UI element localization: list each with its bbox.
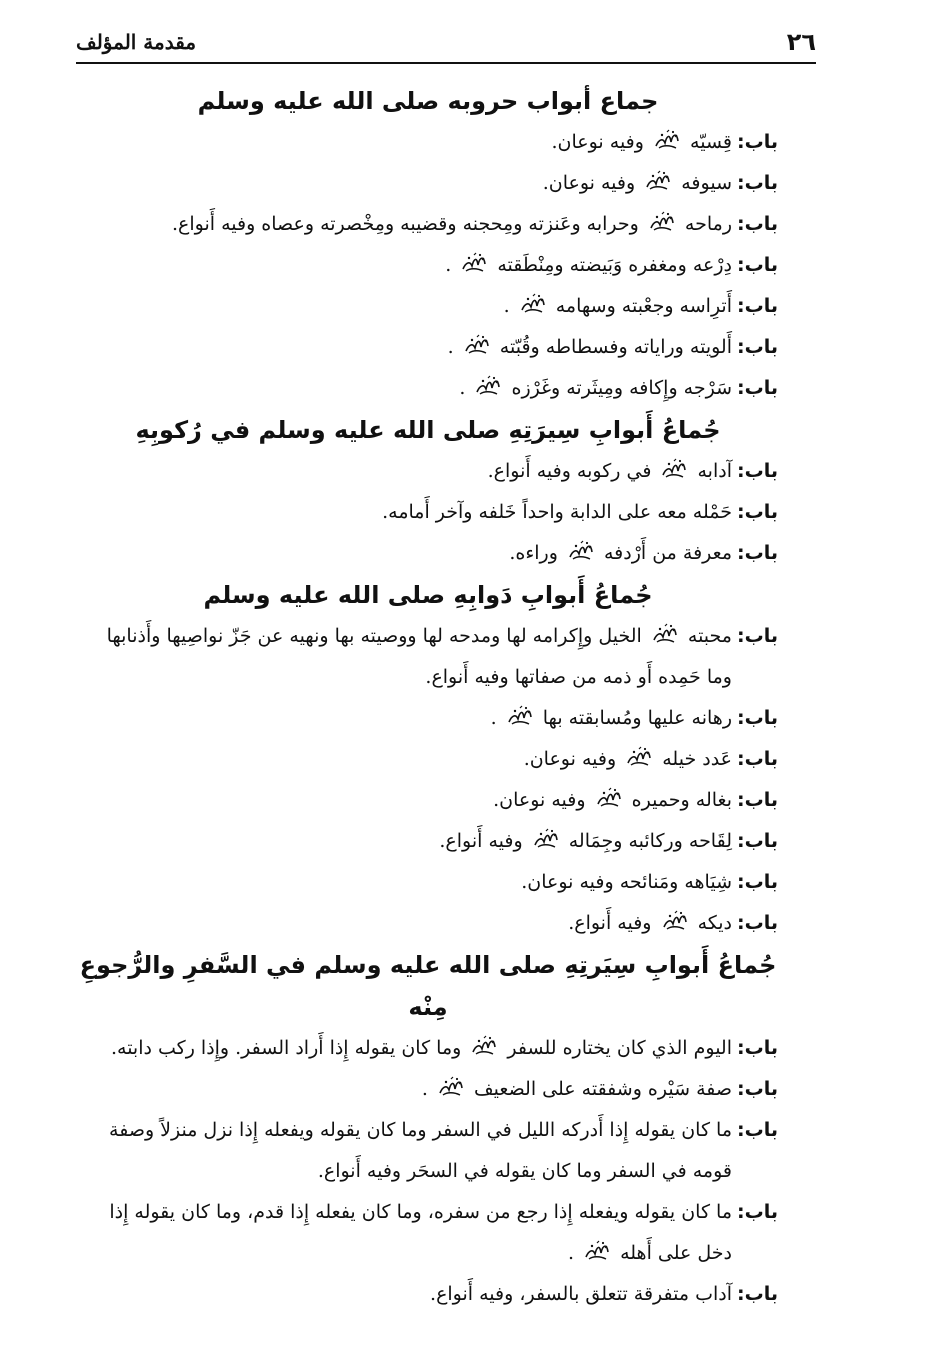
chapter-label: باب: bbox=[737, 912, 778, 934]
salla-allahu-alayhi-wa-sallam-icon bbox=[648, 207, 676, 229]
chapter-entry bbox=[78, 780, 778, 821]
chapter-text-part: في ركوبه وفيه أَنواع. bbox=[487, 460, 652, 482]
chapter-text bbox=[78, 739, 738, 780]
chapter-text-part: أَترِاسه وجعْبته وسهامه bbox=[555, 295, 732, 317]
chapter-text-part: وراءه. bbox=[509, 542, 558, 564]
chapter-text-part: . bbox=[445, 254, 452, 276]
chapter-entry bbox=[78, 1274, 778, 1315]
chapter-text-part: بغاله وحميره bbox=[631, 789, 732, 811]
chapter-text-part: وفيه أَنواع. bbox=[568, 912, 652, 934]
chapter-text bbox=[78, 862, 738, 903]
chapter-text-part: شِيَاهه ومَنائحه وفيه نوعان. bbox=[521, 871, 732, 893]
chapter-text bbox=[78, 451, 738, 492]
chapter-entry bbox=[78, 327, 778, 368]
chapter-text-part: الخيل وإِكرامه لها ومدحه لها ووصيته بها ونهيه عن جَزّ نواصِيها وأَذنابها وما حَمِده أَو ذمه من صفاتها وفيه أَنواع. bbox=[106, 625, 732, 688]
salla-allahu-alayhi-wa-sallam-icon bbox=[595, 783, 623, 805]
chapter-text-part: وفيه نوعان. bbox=[542, 172, 636, 194]
chapter-entry bbox=[78, 245, 778, 286]
chapter-text bbox=[78, 492, 738, 533]
chapter-text-part: اليوم الذي كان يختاره للسفر bbox=[507, 1037, 732, 1059]
running-title: مقدمة المؤلف bbox=[76, 30, 197, 54]
chapter-text-part: دِرْعه ومغفره وَبَيضته ومِنْطَقته bbox=[497, 254, 732, 276]
chapter-entry bbox=[78, 1028, 778, 1069]
chapter-label: باب: bbox=[737, 1119, 778, 1141]
chapter-text-part: . bbox=[567, 1242, 574, 1264]
chapter-entry bbox=[78, 862, 778, 903]
chapter-label: باب: bbox=[737, 1283, 778, 1305]
chapter-label: باب: bbox=[737, 131, 778, 153]
page-number: ٢٦ bbox=[786, 28, 816, 56]
chapter-text-part: وفيه نوعان. bbox=[523, 748, 617, 770]
chapter-entry bbox=[78, 698, 778, 739]
chapter-text-part: حَمْله معه على الدابة واحداً خَلفه وآخر أَمامه. bbox=[382, 501, 732, 523]
chapter-text-part: آداب متفرقة تتعلق بالسفر، وفيه أَنواع. bbox=[430, 1283, 732, 1305]
chapter-entry bbox=[78, 1069, 778, 1110]
chapter-text-part: وفيه نوعان. bbox=[493, 789, 586, 811]
chapter-label: باب: bbox=[737, 336, 778, 358]
chapter-label: باب: bbox=[737, 707, 778, 729]
salla-allahu-alayhi-wa-sallam-icon bbox=[460, 248, 488, 270]
chapter-entry bbox=[78, 451, 778, 492]
salla-allahu-alayhi-wa-sallam-icon bbox=[661, 906, 689, 928]
chapter-label: باب: bbox=[737, 625, 778, 647]
chapter-text-part: . bbox=[503, 295, 510, 317]
chapter-text bbox=[78, 616, 738, 698]
chapter-text-part: رهانه عليها ومُسابقته بها bbox=[542, 707, 732, 729]
chapter-text bbox=[78, 163, 738, 204]
chapter-label: باب: bbox=[737, 542, 778, 564]
chapter-text-part: ما كان يقوله ويفعله إِذا رجع من سفره، وما كان يفعله إِذا قدم، وما كان يقوله إِذا دخل على أَهله bbox=[109, 1201, 732, 1264]
chapter-text-part: رماحه bbox=[684, 213, 732, 235]
chapter-text bbox=[78, 1192, 738, 1274]
chapter-text-part: . bbox=[459, 377, 466, 399]
chapter-text bbox=[78, 122, 738, 163]
chapter-text-part: سَرْجه وإِكافه ومِيثَرته وغَرْزه bbox=[511, 377, 732, 399]
chapter-label: باب: bbox=[737, 501, 778, 523]
chapter-text bbox=[78, 1110, 738, 1192]
chapter-text-part: . bbox=[490, 707, 497, 729]
chapter-text-part: سيوفه bbox=[681, 172, 732, 194]
salla-allahu-alayhi-wa-sallam-icon bbox=[474, 371, 502, 393]
chapter-entry bbox=[78, 903, 778, 944]
chapter-entry bbox=[78, 286, 778, 327]
chapter-text bbox=[78, 204, 738, 245]
chapter-label: باب: bbox=[737, 254, 778, 276]
salla-allahu-alayhi-wa-sallam-icon bbox=[651, 619, 679, 641]
chapter-label: باب: bbox=[737, 789, 778, 811]
section-title: جُماعُ أَبوابِ دَوابِهِ صلى الله عليه وسلم bbox=[203, 581, 653, 609]
chapter-text bbox=[78, 1069, 738, 1110]
chapter-text bbox=[78, 1274, 738, 1315]
chapter-text-part: وحرابه وعَنزته ومِحجنه وقضيبه ومِخْصرته وعصاه وفيه أَنواع. bbox=[172, 213, 639, 235]
chapter-text-part: صفة سَيْره وشفقته على الضعيف bbox=[474, 1078, 732, 1100]
chapter-label: باب: bbox=[737, 1078, 778, 1100]
chapter-label: باب: bbox=[737, 377, 778, 399]
chapter-entry bbox=[78, 616, 778, 698]
chapter-text-part: ما كان يقوله إِذا أَدركه الليل في السفر وما كان يقوله ويفعله إِذا نزل منزلاً وصفة قومه في السفر وما كان يقوله في السحَر وفيه أَنواع. bbox=[109, 1119, 732, 1182]
chapter-label: باب: bbox=[737, 295, 778, 317]
chapter-text bbox=[78, 1028, 738, 1069]
salla-allahu-alayhi-wa-sallam-icon bbox=[463, 330, 491, 352]
chapter-entry bbox=[78, 1192, 778, 1274]
salla-allahu-alayhi-wa-sallam-icon bbox=[437, 1072, 465, 1094]
salla-allahu-alayhi-wa-sallam-icon bbox=[625, 742, 653, 764]
salla-allahu-alayhi-wa-sallam-icon bbox=[653, 125, 681, 147]
chapter-text bbox=[78, 821, 738, 862]
chapter-text-part: . bbox=[421, 1078, 428, 1100]
chapter-entry bbox=[78, 533, 778, 574]
chapter-text bbox=[78, 903, 738, 944]
salla-allahu-alayhi-wa-sallam-icon bbox=[519, 289, 547, 311]
chapter-text-part: محبته bbox=[687, 625, 732, 647]
salla-allahu-alayhi-wa-sallam-icon bbox=[470, 1031, 498, 1053]
section-title: جُماعُ أَبوابِ سِيرَتِهِ صلى الله عليه وسلم في رُكوبِهِ bbox=[135, 416, 721, 444]
salla-allahu-alayhi-wa-sallam-icon bbox=[567, 536, 595, 558]
chapter-text bbox=[78, 368, 738, 409]
salla-allahu-alayhi-wa-sallam-icon bbox=[660, 454, 688, 476]
chapter-text-part: أَلويته وراياته وفسطاطه وقُبّته bbox=[499, 336, 732, 358]
chapter-label: باب: bbox=[737, 213, 778, 235]
chapter-text-part: لِقَاحه وركائبه وجِمَاله bbox=[568, 830, 732, 852]
chapter-label: باب: bbox=[737, 460, 778, 482]
salla-allahu-alayhi-wa-sallam-icon bbox=[644, 166, 672, 188]
chapter-text-part: وفيه نوعان. bbox=[551, 131, 644, 153]
salla-allahu-alayhi-wa-sallam-icon bbox=[532, 824, 560, 846]
chapter-entry bbox=[78, 204, 778, 245]
chapter-text bbox=[78, 327, 738, 368]
chapter-text bbox=[78, 533, 738, 574]
salla-allahu-alayhi-wa-sallam-icon bbox=[583, 1236, 611, 1258]
chapter-text-part: . bbox=[447, 336, 454, 358]
chapter-entry bbox=[78, 122, 778, 163]
chapter-text bbox=[78, 780, 738, 821]
chapter-label: باب: bbox=[737, 1037, 778, 1059]
page-header bbox=[76, 28, 816, 64]
chapter-text bbox=[78, 698, 738, 739]
chapter-text-part: قِسيّه bbox=[690, 131, 732, 153]
chapter-text-part: آدابه bbox=[697, 460, 732, 482]
chapter-entry bbox=[78, 1110, 778, 1192]
chapter-entry bbox=[78, 163, 778, 204]
chapter-text-part: عَدد خيله bbox=[662, 748, 732, 770]
chapter-text-part: وفيه أَنواع. bbox=[439, 830, 523, 852]
salla-allahu-alayhi-wa-sallam-icon bbox=[506, 701, 534, 723]
chapter-label: باب: bbox=[737, 871, 778, 893]
chapter-text bbox=[78, 245, 738, 286]
chapter-label: باب: bbox=[737, 1201, 778, 1223]
chapter-label: باب: bbox=[737, 830, 778, 852]
chapter-label: باب: bbox=[737, 748, 778, 770]
table-of-contents bbox=[78, 80, 778, 1315]
chapter-text-part: ديكه bbox=[697, 912, 732, 934]
chapter-entry bbox=[78, 492, 778, 533]
chapter-entry bbox=[78, 368, 778, 409]
section-title: جماع أبواب حروبه صلى الله عليه وسلم bbox=[197, 87, 659, 115]
chapter-text-part: وما كان يقوله إِذا أَراد السفر. وإِذا ركب دابته. bbox=[110, 1037, 462, 1059]
chapter-label: باب: bbox=[737, 172, 778, 194]
section-title: جُماعُ أَبوابِ سِيَرتِهِ صلى الله عليه وسلم في السَّفرِ والرُّجوعِ مِنْه bbox=[79, 951, 777, 1021]
chapter-text-part: معرفة من أَرْدفه bbox=[604, 542, 732, 564]
chapter-entry bbox=[78, 821, 778, 862]
chapter-text bbox=[78, 286, 738, 327]
chapter-entry bbox=[78, 739, 778, 780]
